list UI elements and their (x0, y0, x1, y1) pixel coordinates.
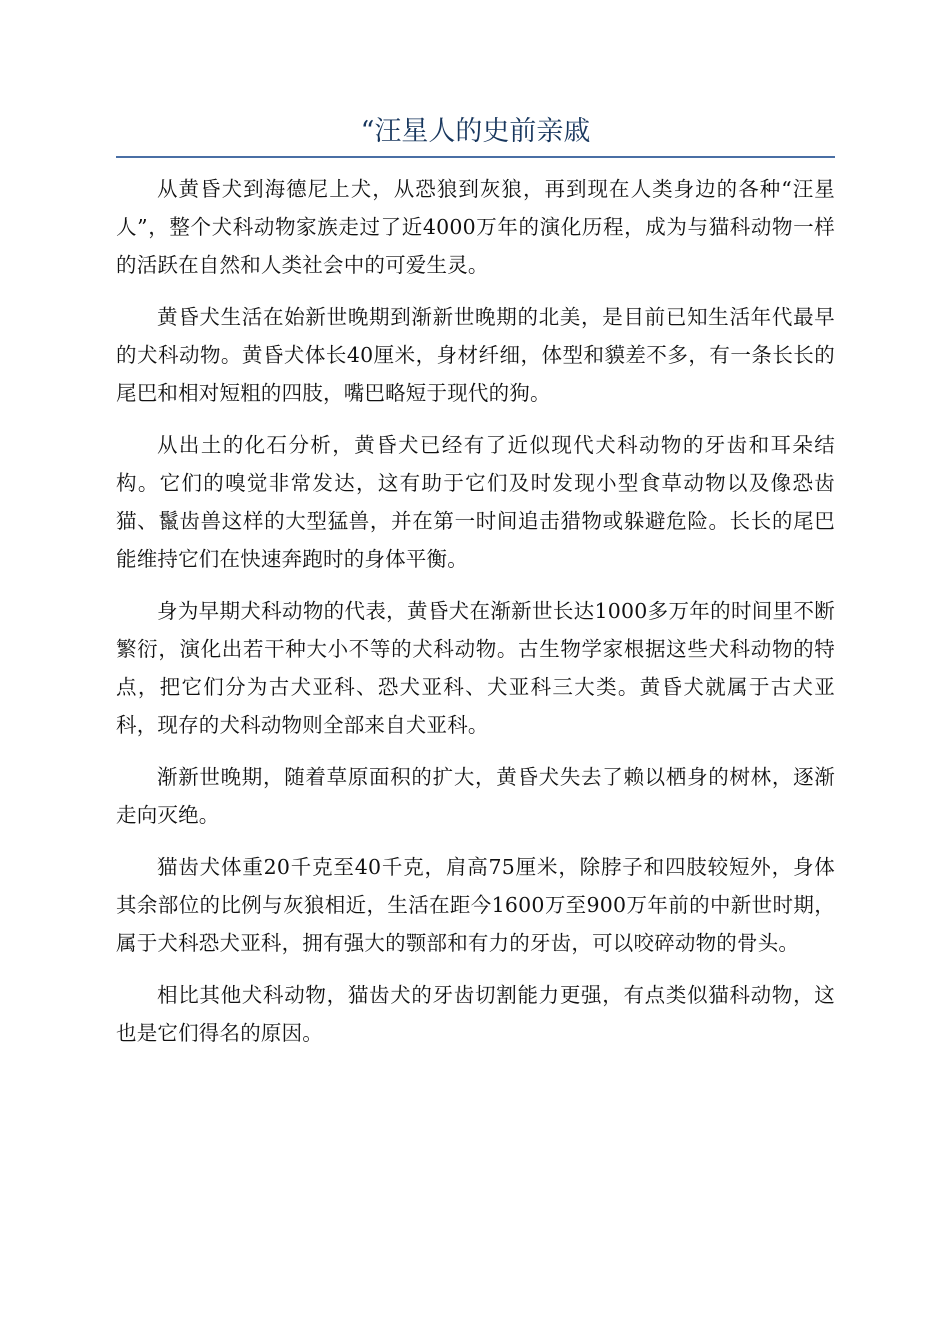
paragraph-7: 相比其他犬科动物，猫齿犬的牙齿切割能力更强，有点类似猫科动物，这也是它们得名的原因。 (116, 983, 835, 1045)
paragraph-1: 从黄昏犬到海德尼上犬，从恐狼到灰狼，再到现在人类身边的各种“汪星人”，整个犬科动物家族走过了近4000万年的演化历程，成为与猫科动物一样的活跃在自然和人类社会中的可爱生灵。 (116, 177, 835, 277)
paragraph-4: 身为早期犬科动物的代表，黄昏犬在渐新世长达1000多万年的时间里不断繁衍，演化出若干种大小不等的犬科动物。古生物学家根据这些犬科动物的特点，把它们分为古犬亚科、恐犬亚科、犬亚科三大类。黄昏犬就属于古犬亚科，现存的犬科动物则全部来自犬亚科。 (116, 599, 835, 737)
article-body (116, 170, 835, 1066)
paragraph-5: 渐新世晚期，随着草原面积的扩大，黄昏犬失去了赖以栖身的树林，逐渐走向灭绝。 (116, 765, 835, 827)
paragraph-3: 从出土的化石分析，黄昏犬已经有了近似现代犬科动物的牙齿和耳朵结构。它们的嗅觉非常发达，这有助于它们及时发现小型食草动物以及像恐齿猫、鬣齿兽这样的大型猛兽，并在第一时间追击猎物或躲避危险。长长的尾巴能维持它们在快速奔跑时的身体平衡。 (116, 433, 835, 571)
paragraph-2: 黄昏犬生活在始新世晚期到渐新世晚期的北美，是目前已知生活年代最早的犬科动物。黄昏犬体长40厘米，身材纤细，体型和貘差不多，有一条长长的尾巴和相对短粗的四肢，嘴巴略短于现代的狗。 (116, 305, 835, 405)
paragraph-6: 猫齿犬体重20千克至40千克，肩高75厘米，除脖子和四肢较短外，身体其余部位的比例与灰狼相近，生活在距今1600万至900万年前的中新世时期，属于犬科恐犬亚科，拥有强大的颚部和有力的牙齿，可以咬碎动物的骨头。 (116, 855, 835, 955)
title-block (116, 110, 835, 158)
page-title: “汪星人的史前亲戚 (360, 116, 591, 147)
